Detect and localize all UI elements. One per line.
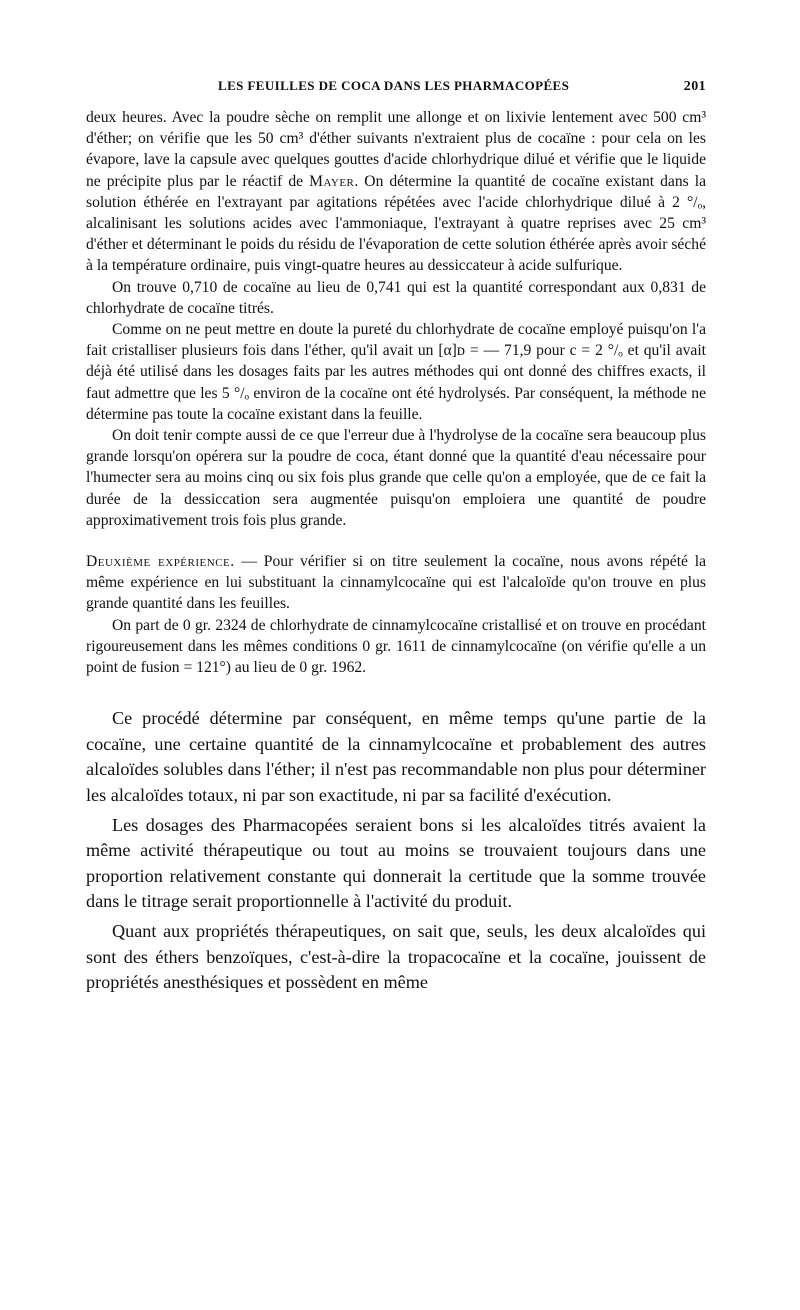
running-title: LES FEUILLES DE COCA DANS LES PHARMACOPÉES <box>218 78 570 93</box>
main-text-section <box>86 706 706 996</box>
paragraph-text: deux heures. Avec la poudre sèche on remplit une allonge et on lixivie lentement avec 500 cm³ d'éther; on vérifie que les 50 cm³ d'éther suivants n'extraient plus de cocaïne : pour cela on les évapore, lave la capsule avec quelques gouttes d'acide chlorhydrique dilué et vérifie que le liquide ne précipite plus par le réactif de <box>86 109 706 190</box>
author-name: Mayer <box>309 172 355 190</box>
page-header <box>86 78 706 95</box>
paragraph: Quant aux propriétés thérapeutiques, on sait que, seuls, les deux alcaloïdes qui sont des éthers benzoïques, c'est-à-dire la tropacocaïne et la cocaïne, jouissent de propriétés anesthésiques et possèdent en même <box>86 921 706 993</box>
paragraph-text: — Pour vérifier si on titre seulement la cocaïne, nous avons répété la même expérience en lui substituant la cinnamylcocaïne qui est l'alcaloïde qu'on trouve en plus grande quantité dans les feuilles. <box>86 553 706 613</box>
paragraph-text: . On détermine la quantité de cocaïne existant dans la solution éthérée en l'extrayant par agitations répétées avec l'acide chlorhydrique dilué à 2 °/ₒ, alcalinisant les solutions acides avec l'ammoniaque, l'extrayant à quatre reprises avec 25 cm³ d'éther et déterminant le poids du résidu de l'évaporation de cette solution éthérée après avoir séché à la température ordinaire, puis vingt-quatre heures au dessiccateur à acide sulfurique. <box>86 172 706 275</box>
paragraph: On doit tenir compte aussi de ce que l'erreur due à l'hydrolyse de la cocaïne sera beaucoup plus grande lorsqu'on opérera sur la poudre de coca, étant donné que la quantité d'eau nécessaire pour l'humecter sera au moins cinq ou six fois plus grande que celle qu'on a employée, que de ce fait la durée de la dessiccation sera augmentée puisqu'on emploiera une quantité de poudre approximativement trois fois plus grande. <box>86 427 706 529</box>
paragraph-continuation <box>86 107 706 277</box>
paragraph: Ce procédé détermine par conséquent, en même temps qu'une partie de la cocaïne, une certaine quantité de la cinnamylcocaïne et probablement des autres alcaloïdes solubles dans l'éther; il n'est pas recommandable non plus pour déterminer les alcaloïdes totaux, ni par son exactitude, ni par sa facilité d'exécution. <box>86 708 706 806</box>
book-page <box>86 78 706 1000</box>
spacer <box>86 678 706 706</box>
paragraph: On part de 0 gr. 2324 de chlorhydrate de cinnamylcocaïne cristallisé et on trouve en procédant rigoureusement dans les mêmes conditions 0 gr. 1611 de cinnamylcocaïne (on vérifie qu'elle a un point de fusion = 121°) au lieu de 0 gr. 1962. <box>86 616 706 677</box>
small-print-section <box>86 107 706 678</box>
spacer <box>86 531 706 551</box>
paragraph: Les dosages des Pharmacopées seraient bons si les alcaloïdes titrés avaient la même activité thérapeutique ou tout au moins se trouvaient toujours dans une proportion relativement constante qui donnerait la certitude que la somme trouvée dans le titrage serait proportionnelle à l'activité du produit. <box>86 814 706 912</box>
paragraph: On trouve 0,710 de cocaïne au lieu de 0,741 qui est la quantité correspondant aux 0,831 de chlorhydrate de cocaïne titrés. <box>86 278 706 317</box>
page-number: 201 <box>683 79 706 94</box>
paragraph: Comme on ne peut mettre en doute la pureté du chlorhydrate de cocaïne employé puisqu'on l'a fait cristalliser plusieurs fois dans l'éther, qu'il avait un [α]ᴅ = — 71,9 pour c = 2 °/ₒ et qu'il avait déjà été utilisé dans les dosages faits par les autres méthodes qui ont donné des chiffres exacts, il faut admettre que les 5 °/ₒ environ de la cocaïne ont été hydrolysés. Par conséquent, la méthode ne détermine pas toute la cocaïne existant dans la feuille. <box>86 321 706 423</box>
paragraph-second-experiment <box>86 551 706 615</box>
section-heading: Deuxième expérience. <box>86 553 235 571</box>
